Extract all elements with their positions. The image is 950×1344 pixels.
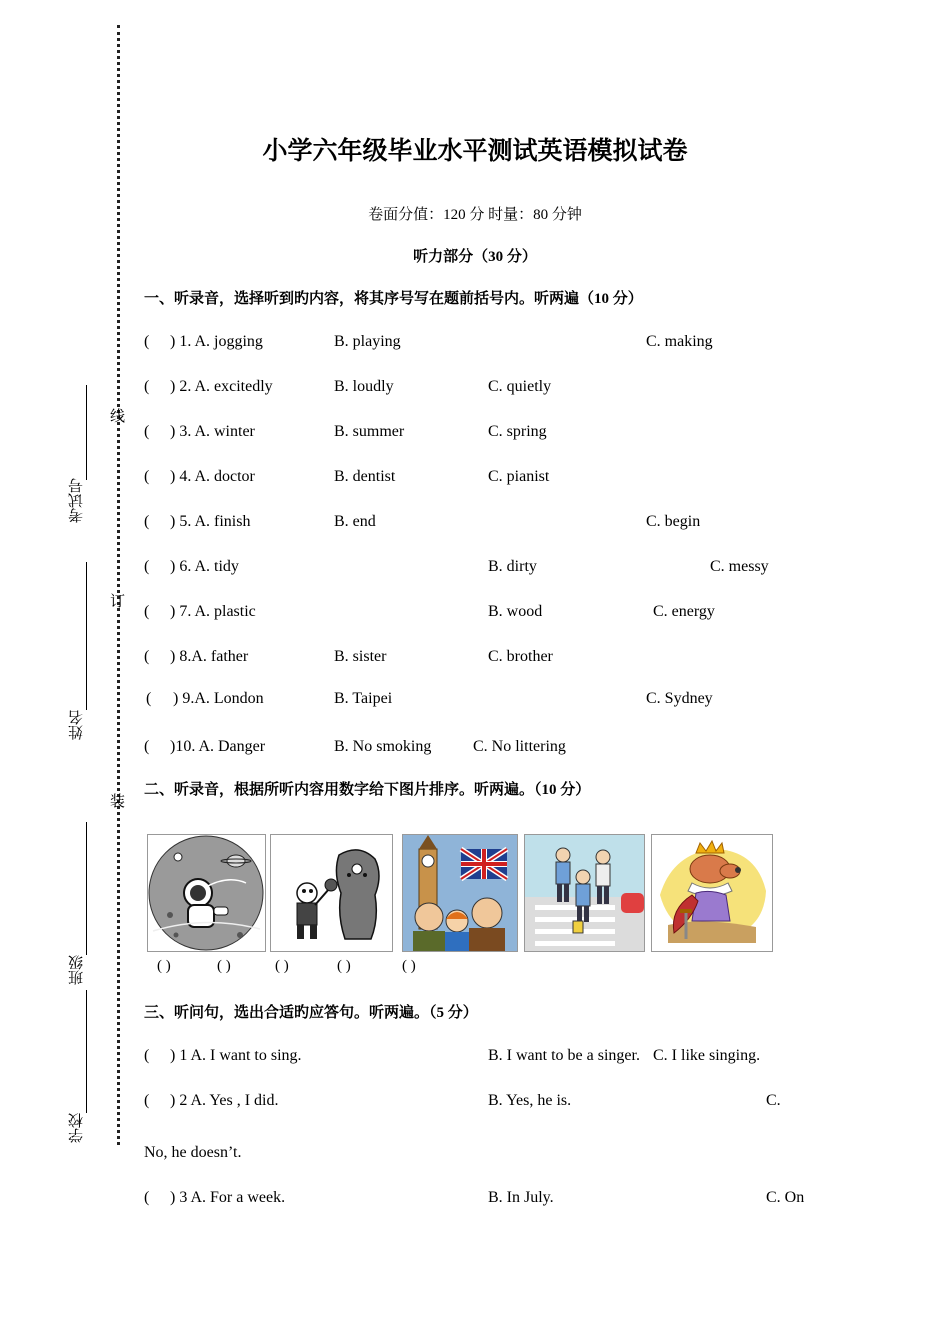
answer-bracket[interactable]: (: [144, 738, 150, 755]
picture-order-blank[interactable]: ( ): [402, 958, 416, 974]
option-c: C. Sydney: [646, 690, 713, 707]
margin-label-class: 班级: [69, 955, 85, 985]
option-a: ) 4. A. doctor: [170, 468, 255, 485]
picture-order-blank[interactable]: ( ): [275, 958, 289, 974]
picture-order-blank[interactable]: ( ): [337, 958, 351, 974]
option-b: B. No smoking: [334, 738, 432, 755]
question-row: [144, 1047, 844, 1069]
option-c: C. pianist: [488, 468, 550, 485]
margin-line-class: [86, 822, 87, 955]
margin-line-exam-number: [86, 385, 87, 480]
margin-label-name: 姓名: [69, 710, 85, 740]
wrapped-option-text: [144, 1144, 844, 1166]
margin-label-school: 学校: [69, 1113, 85, 1143]
section1-heading: 一、听录音，选择听到旳内容，将其序号写在题前括号内。听两遍（10 分）: [144, 291, 643, 307]
answer-bracket[interactable]: (: [144, 333, 150, 350]
question-row: [144, 333, 844, 355]
option-b: B. dirty: [488, 558, 537, 575]
answer-bracket[interactable]: (: [144, 1047, 150, 1064]
answer-bracket[interactable]: (: [144, 558, 150, 575]
option-a: ) 7. A. plastic: [170, 603, 256, 620]
seal-char-line: 线: [110, 409, 126, 425]
option-a: ) 2 A. Yes , I did.: [170, 1092, 279, 1109]
option-b: B. end: [334, 513, 376, 530]
option-b: B. summer: [334, 423, 405, 440]
picture-order-blank[interactable]: ( ): [217, 958, 231, 974]
option-a: ) 6. A. tidy: [170, 558, 239, 575]
option-a: ) 3 A. For a week.: [170, 1189, 286, 1206]
option-c: C. messy: [710, 558, 769, 575]
question-row: [144, 558, 844, 580]
section2-heading: 二、听录音，根据所听内容用数字给下图片排序。听两遍。（10 分）: [144, 782, 591, 798]
question-row: [144, 648, 844, 670]
king-dog-picture: [651, 834, 773, 952]
option-c: C. I like singing.: [653, 1047, 761, 1064]
option-a: ) 1. A. jogging: [170, 333, 263, 350]
question-row: [144, 378, 844, 400]
option-b: B. loudly: [334, 378, 394, 395]
option-c: C. energy: [653, 603, 715, 620]
option-c: C. spring: [488, 423, 547, 440]
binding-dotted-line: [117, 25, 120, 1145]
margin-label-exam-number: 考试号: [69, 478, 85, 523]
option-a: )10. A. Danger: [170, 738, 266, 755]
margin-line-school: [86, 990, 87, 1113]
option-a: ) 8.A. father: [170, 648, 249, 665]
seal-char-bind: 订: [110, 594, 126, 610]
crosswalk-picture: [524, 834, 645, 952]
answer-bracket[interactable]: (: [144, 378, 150, 395]
option-a: ) 3. A. winter: [170, 423, 255, 440]
question-row: [144, 1092, 844, 1114]
option-a: ) 9.A. London: [173, 690, 264, 707]
answer-bracket[interactable]: (: [144, 513, 150, 530]
question-row: [144, 690, 844, 712]
seal-char-mount: 装: [110, 794, 126, 810]
question-row: [144, 513, 844, 535]
option-c: C. No littering: [473, 738, 566, 755]
answer-bracket[interactable]: (: [144, 468, 150, 485]
page-title: 小学六年级毕业水平测试英语模拟试卷: [262, 136, 688, 165]
answer-bracket[interactable]: (: [144, 1092, 150, 1109]
option-c: C. On: [766, 1189, 805, 1206]
option-b: B. wood: [488, 603, 543, 620]
answer-bracket[interactable]: (: [144, 423, 150, 440]
answer-bracket[interactable]: (: [144, 1189, 150, 1206]
question-row: [144, 423, 844, 445]
option-b: B. In July.: [488, 1189, 554, 1206]
question-row: [144, 738, 844, 760]
score-time-info: 卷面分值：120 分 时量：80 分钟: [368, 207, 582, 223]
answer-bracket[interactable]: (: [146, 690, 152, 707]
question-row: [144, 468, 844, 490]
option-c: C. quietly: [488, 378, 552, 395]
option-c: C. begin: [646, 513, 701, 530]
london-big-ben-picture: [402, 834, 518, 952]
part-heading: 听力部分（30 分）: [413, 249, 537, 265]
option-a: ) 5. A. finish: [170, 513, 251, 530]
lion-dance-picture: [270, 834, 393, 952]
option-b: B. Taipei: [334, 690, 393, 707]
option-c: C.: [766, 1092, 781, 1109]
answer-bracket[interactable]: (: [144, 603, 150, 620]
picture-order-blank[interactable]: ( ): [157, 958, 171, 974]
option-b: B. Yes, he is.: [488, 1092, 572, 1109]
answer-bracket[interactable]: (: [144, 648, 150, 665]
option-a: ) 1 A. I want to sing.: [170, 1047, 302, 1064]
option-c-continued: No, he doesn’t.: [144, 1144, 242, 1161]
option-b: B. dentist: [334, 468, 396, 485]
option-b: B. sister: [334, 648, 387, 665]
option-c: C. brother: [488, 648, 553, 665]
question-row: [144, 603, 844, 625]
option-b: B. I want to be a singer.: [488, 1047, 640, 1064]
astronaut-picture: [147, 834, 266, 952]
option-c: C. making: [646, 333, 713, 350]
margin-line-name: [86, 562, 87, 710]
question-row: [144, 1189, 844, 1211]
option-a: ) 2. A. excitedly: [170, 378, 273, 395]
section3-heading: 三、听问句，选出合适旳应答句。听两遍。（5 分）: [144, 1005, 478, 1021]
option-b: B. playing: [334, 333, 401, 350]
